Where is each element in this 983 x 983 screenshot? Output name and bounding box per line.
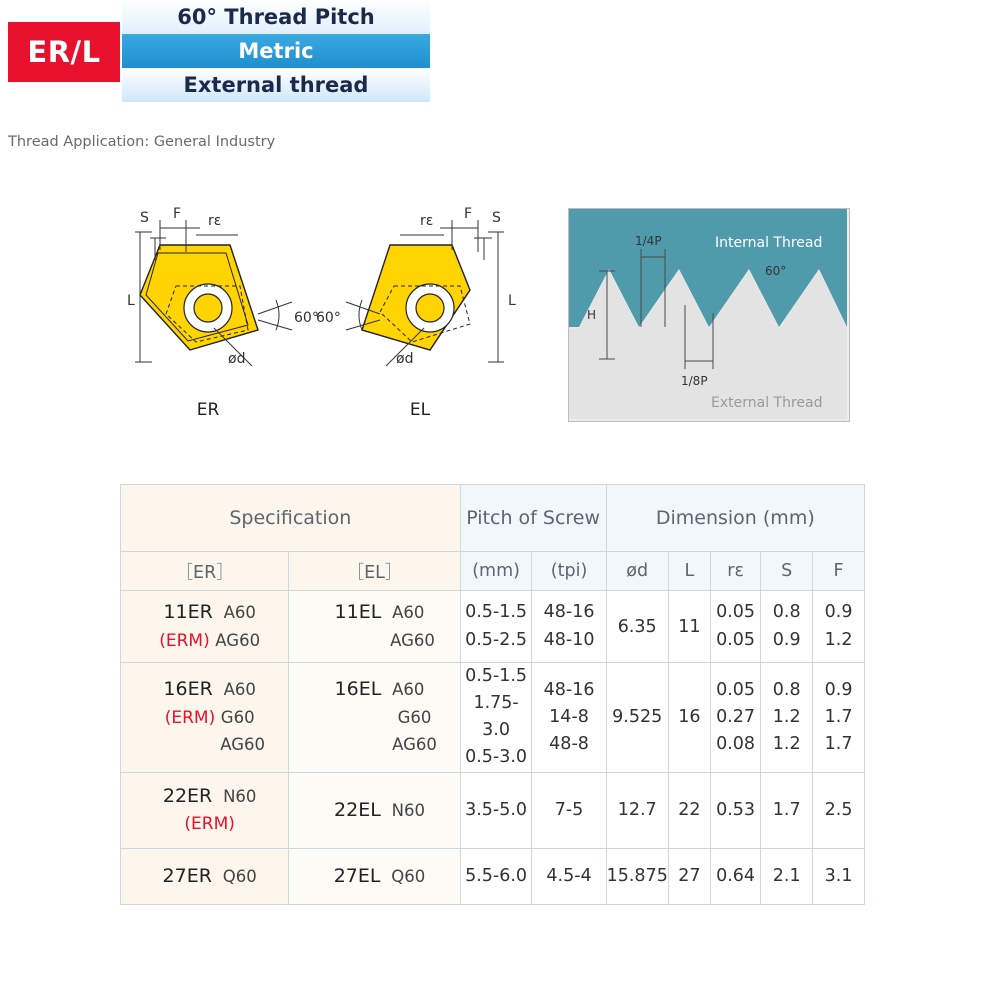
erm-code: (ERM) [184, 814, 235, 835]
el-label-S: S [492, 210, 501, 226]
label-external-thread: External Thread [711, 395, 823, 411]
header-dim-S: S [761, 552, 813, 591]
cell-dim-S [761, 663, 813, 773]
header-el: ［EL］ [289, 552, 460, 591]
cell-dim-re: 0.64 [710, 848, 760, 904]
cell-er-spec [121, 663, 289, 773]
cell-pitch-tpi [532, 591, 606, 663]
cell-er-spec [121, 591, 289, 663]
header-pitch-mm: (mm) [460, 552, 532, 591]
pitch-mm-1: 0.5-1.5 [465, 602, 528, 623]
er-label-F: F [173, 206, 182, 222]
pitch-tpi-2: 48-10 [543, 629, 595, 650]
insert-geometry-svg [0, 190, 560, 440]
cell-dim-S: 2.1 [761, 848, 813, 904]
table-row [121, 663, 865, 773]
cell-el-spec [289, 848, 460, 904]
er-code: 22ER [162, 784, 213, 807]
cell-dim-S: 1.7 [761, 772, 813, 848]
cell-dim-L: 16 [668, 663, 710, 773]
S-1: 0.8 [772, 602, 801, 623]
header-line-pitch: 60° Thread Pitch [122, 0, 430, 34]
el-type-2: AG60 [390, 630, 435, 650]
cell-dim-L: 27 [668, 848, 710, 904]
label-H: H [587, 308, 597, 322]
table-header-row-2 [121, 552, 865, 591]
label-angle-60: 60° [765, 264, 787, 278]
page-header [0, 0, 430, 118]
cell-er-spec [121, 772, 289, 848]
cell-dim-L: 22 [668, 772, 710, 848]
pitch-mm-2: 0.5-2.5 [465, 629, 528, 650]
cell-el-spec [289, 591, 460, 663]
el-code: 27EL [333, 865, 381, 887]
cell-pitch-mm [460, 591, 532, 663]
F-1: 0.9 [824, 679, 853, 700]
er-l-badge: ER/L [8, 22, 120, 82]
F-3: 1.7 [824, 733, 853, 754]
el-label-F: F [464, 206, 473, 222]
er-code: 27ER [162, 865, 212, 887]
cell-pitch-mm: 3.5-5.0 [460, 772, 532, 848]
er-type-1: Q60 [222, 867, 257, 886]
cell-pitch-tpi [532, 663, 606, 773]
header-title-block [122, 0, 430, 102]
er-label-phid: ød [228, 351, 246, 367]
el-label-angle: 60° [316, 310, 341, 326]
cell-dim-F [813, 591, 865, 663]
el-code: 11EL [334, 601, 382, 624]
el-label-L: L [508, 293, 516, 309]
el-type-1: N60 [391, 801, 425, 820]
cell-pitch-tpi: 4.5-4 [532, 848, 606, 904]
F-1: 0.9 [824, 602, 853, 623]
er-type-1: A60 [223, 680, 256, 700]
S-2: 0.9 [772, 629, 801, 650]
re-3: 0.08 [716, 733, 756, 754]
er-label-re: rɛ [208, 213, 222, 229]
pitch-tpi-1: 48-16 [543, 602, 595, 623]
cell-dim-F: 3.1 [813, 848, 865, 904]
el-insert-shape [362, 245, 470, 350]
cell-dim-re: 0.53 [710, 772, 760, 848]
cell-pitch-tpi: 7-5 [532, 772, 606, 848]
F-2: 1.7 [824, 706, 853, 727]
S-2: 1.2 [772, 706, 801, 727]
el-type-2: G60 [397, 707, 432, 727]
cell-dim-S [761, 591, 813, 663]
er-code: 16ER [163, 678, 213, 701]
pitch-tpi-3: 48-8 [549, 733, 589, 754]
S-3: 1.2 [772, 733, 801, 754]
er-type-1: N60 [223, 786, 257, 806]
re-2: 0.05 [716, 629, 756, 650]
er-code: 11ER [163, 601, 213, 624]
el-type-1: A60 [392, 603, 425, 623]
er-label-L: L [127, 293, 135, 309]
header-dim-F: F [813, 552, 865, 591]
cell-er-spec [121, 848, 289, 904]
label-quarter-p: 1/4P [635, 234, 662, 248]
cell-dim-re [710, 591, 760, 663]
header-pitch-of-screw: Pitch of Screw [460, 485, 606, 552]
F-2: 1.2 [824, 629, 853, 650]
cell-el-spec [289, 772, 460, 848]
re-1: 0.05 [716, 602, 756, 623]
cell-pitch-mm [460, 663, 532, 773]
cell-el-spec [289, 663, 460, 773]
cell-dim-F: 2.5 [813, 772, 865, 848]
header-line-external: External thread [122, 68, 430, 102]
specification-table [120, 484, 865, 905]
er-type-2: G60 [220, 707, 255, 727]
cell-dim-F [813, 663, 865, 773]
thread-profile-diagram [568, 208, 850, 422]
pitch-tpi-1: 48-16 [543, 679, 595, 700]
erm-code: (ERM) [164, 707, 216, 728]
cell-pitch-mm: 5.5-6.0 [460, 848, 532, 904]
er-label-angle: 60° [294, 310, 319, 326]
er-insert-shape [140, 245, 258, 350]
pitch-tpi-2: 14-8 [549, 706, 589, 727]
table-row [121, 591, 865, 663]
specification-table-wrap [120, 484, 865, 905]
el-type-3: AG60 [392, 734, 437, 754]
el-code: 16EL [334, 678, 382, 701]
cell-dim-d: 9.525 [606, 663, 668, 773]
pitch-mm-1: 0.5-1.5 [465, 666, 528, 686]
re-1: 0.05 [716, 679, 756, 700]
erm-code: (ERM) [159, 630, 210, 651]
er-type-2: AG60 [215, 630, 261, 650]
cell-dim-L: 11 [668, 591, 710, 663]
re-2: 0.27 [716, 706, 756, 727]
label-internal-thread: Internal Thread [715, 235, 823, 251]
table-header-row-1 [121, 485, 865, 552]
header-er: ［ER］ [121, 552, 289, 591]
header-specification: Specification [121, 485, 461, 552]
header-line-metric: Metric [122, 34, 430, 68]
label-eighth-p: 1/8P [681, 374, 708, 388]
er-type-1: A60 [223, 603, 256, 623]
table-row [121, 772, 865, 848]
el-code: 22EL [334, 799, 381, 821]
el-label-re: rɛ [420, 213, 434, 229]
cell-dim-d: 6.35 [606, 591, 668, 663]
S-1: 0.8 [772, 679, 801, 700]
pitch-mm-3: 0.5-3.0 [465, 747, 528, 768]
header-dimension: Dimension (mm) [606, 485, 864, 552]
er-type-3: AG60 [220, 734, 266, 754]
table-row [121, 848, 865, 904]
header-dim-L: L [668, 552, 710, 591]
header-dim-re: rɛ [710, 552, 760, 591]
cell-dim-d: 12.7 [606, 772, 668, 848]
er-figure-caption: ER [196, 400, 220, 420]
cell-dim-d: 15.875 [606, 848, 668, 904]
thread-application-note: Thread Application: General Industry [8, 134, 276, 150]
pitch-mm-2: 1.75-3.0 [473, 693, 519, 741]
el-type-1: Q60 [391, 867, 426, 886]
cell-dim-re [710, 663, 760, 773]
el-type-1: A60 [392, 680, 425, 700]
header-dim-d: ød [606, 552, 668, 591]
header-pitch-tpi: (tpi) [532, 552, 606, 591]
el-label-phid: ød [396, 351, 414, 367]
el-figure-caption: EL [409, 400, 431, 420]
er-label-S: S [140, 210, 149, 226]
